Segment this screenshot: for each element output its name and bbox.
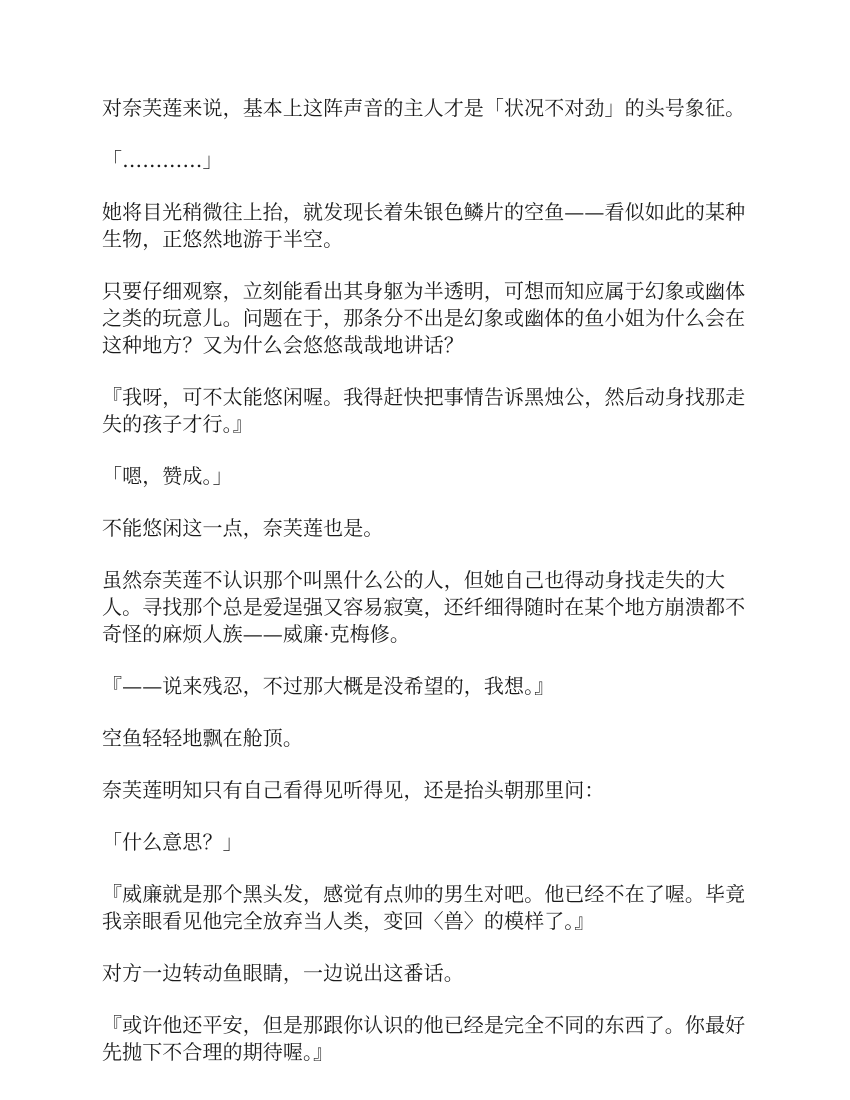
- paragraph: 『——说来残忍，不过那大概是没希望的，我想。』: [102, 674, 555, 698]
- paragraph: 不能悠闲这一点，奈芙莲也是。: [102, 516, 384, 540]
- paragraph: 奈芙莲明知只有自己看得见听得见，还是抬头朝那里问：: [102, 778, 605, 802]
- paragraph: 她将目光稍微往上抬，就发现长着朱银色鳞片的空鱼——看似如此的某种生物，正悠然地游于半空。: [102, 200, 746, 251]
- paragraph: 「什么意思？」: [102, 830, 243, 854]
- paragraph: 『威廉就是那个黑头发，感觉有点帅的男生对吧。他已经不在了喔。毕竟我亲眼看见他完全放弃当人类，变回〈兽〉的模样了。』: [102, 882, 746, 933]
- paragraph: 『我呀，可不太能悠闲喔。我得赶快把事情告诉黑烛公，然后动身找那走失的孩子才行。』: [102, 385, 746, 436]
- paragraph: 『或许他还平安，但是那跟你认识的他已经是完全不同的东西了。你最好先抛下不合理的期待喔。』: [102, 1013, 746, 1064]
- paragraph: 对方一边转动鱼眼睛，一边说出这番话。: [102, 961, 464, 985]
- paragraph: 「嗯，赞成。」: [102, 464, 233, 488]
- paragraph: 对奈芙莲来说，基本上这阵声音的主人才是「状况不对劲」的头号象征。: [102, 96, 746, 120]
- paragraph: 「…………」: [102, 148, 223, 172]
- paragraph: 空鱼轻轻地飘在舱顶。: [102, 726, 303, 750]
- paragraph: 虽然奈芙莲不认识那个叫黑什么公的人，但她自己也得动身找走失的大人。寻找那个总是爱逞强又容易寂寞，还纤细得随时在某个地方崩溃都不奇怪的麻烦人族——威廉·克梅修。: [102, 568, 746, 646]
- paragraph: 只要仔细观察，立刻能看出其身躯为半透明，可想而知应属于幻象或幽体之类的玩意儿。问题在于，那条分不出是幻象或幽体的鱼小姐为什么会在这种地方？又为什么会悠悠哉哉地讲话？: [102, 279, 746, 357]
